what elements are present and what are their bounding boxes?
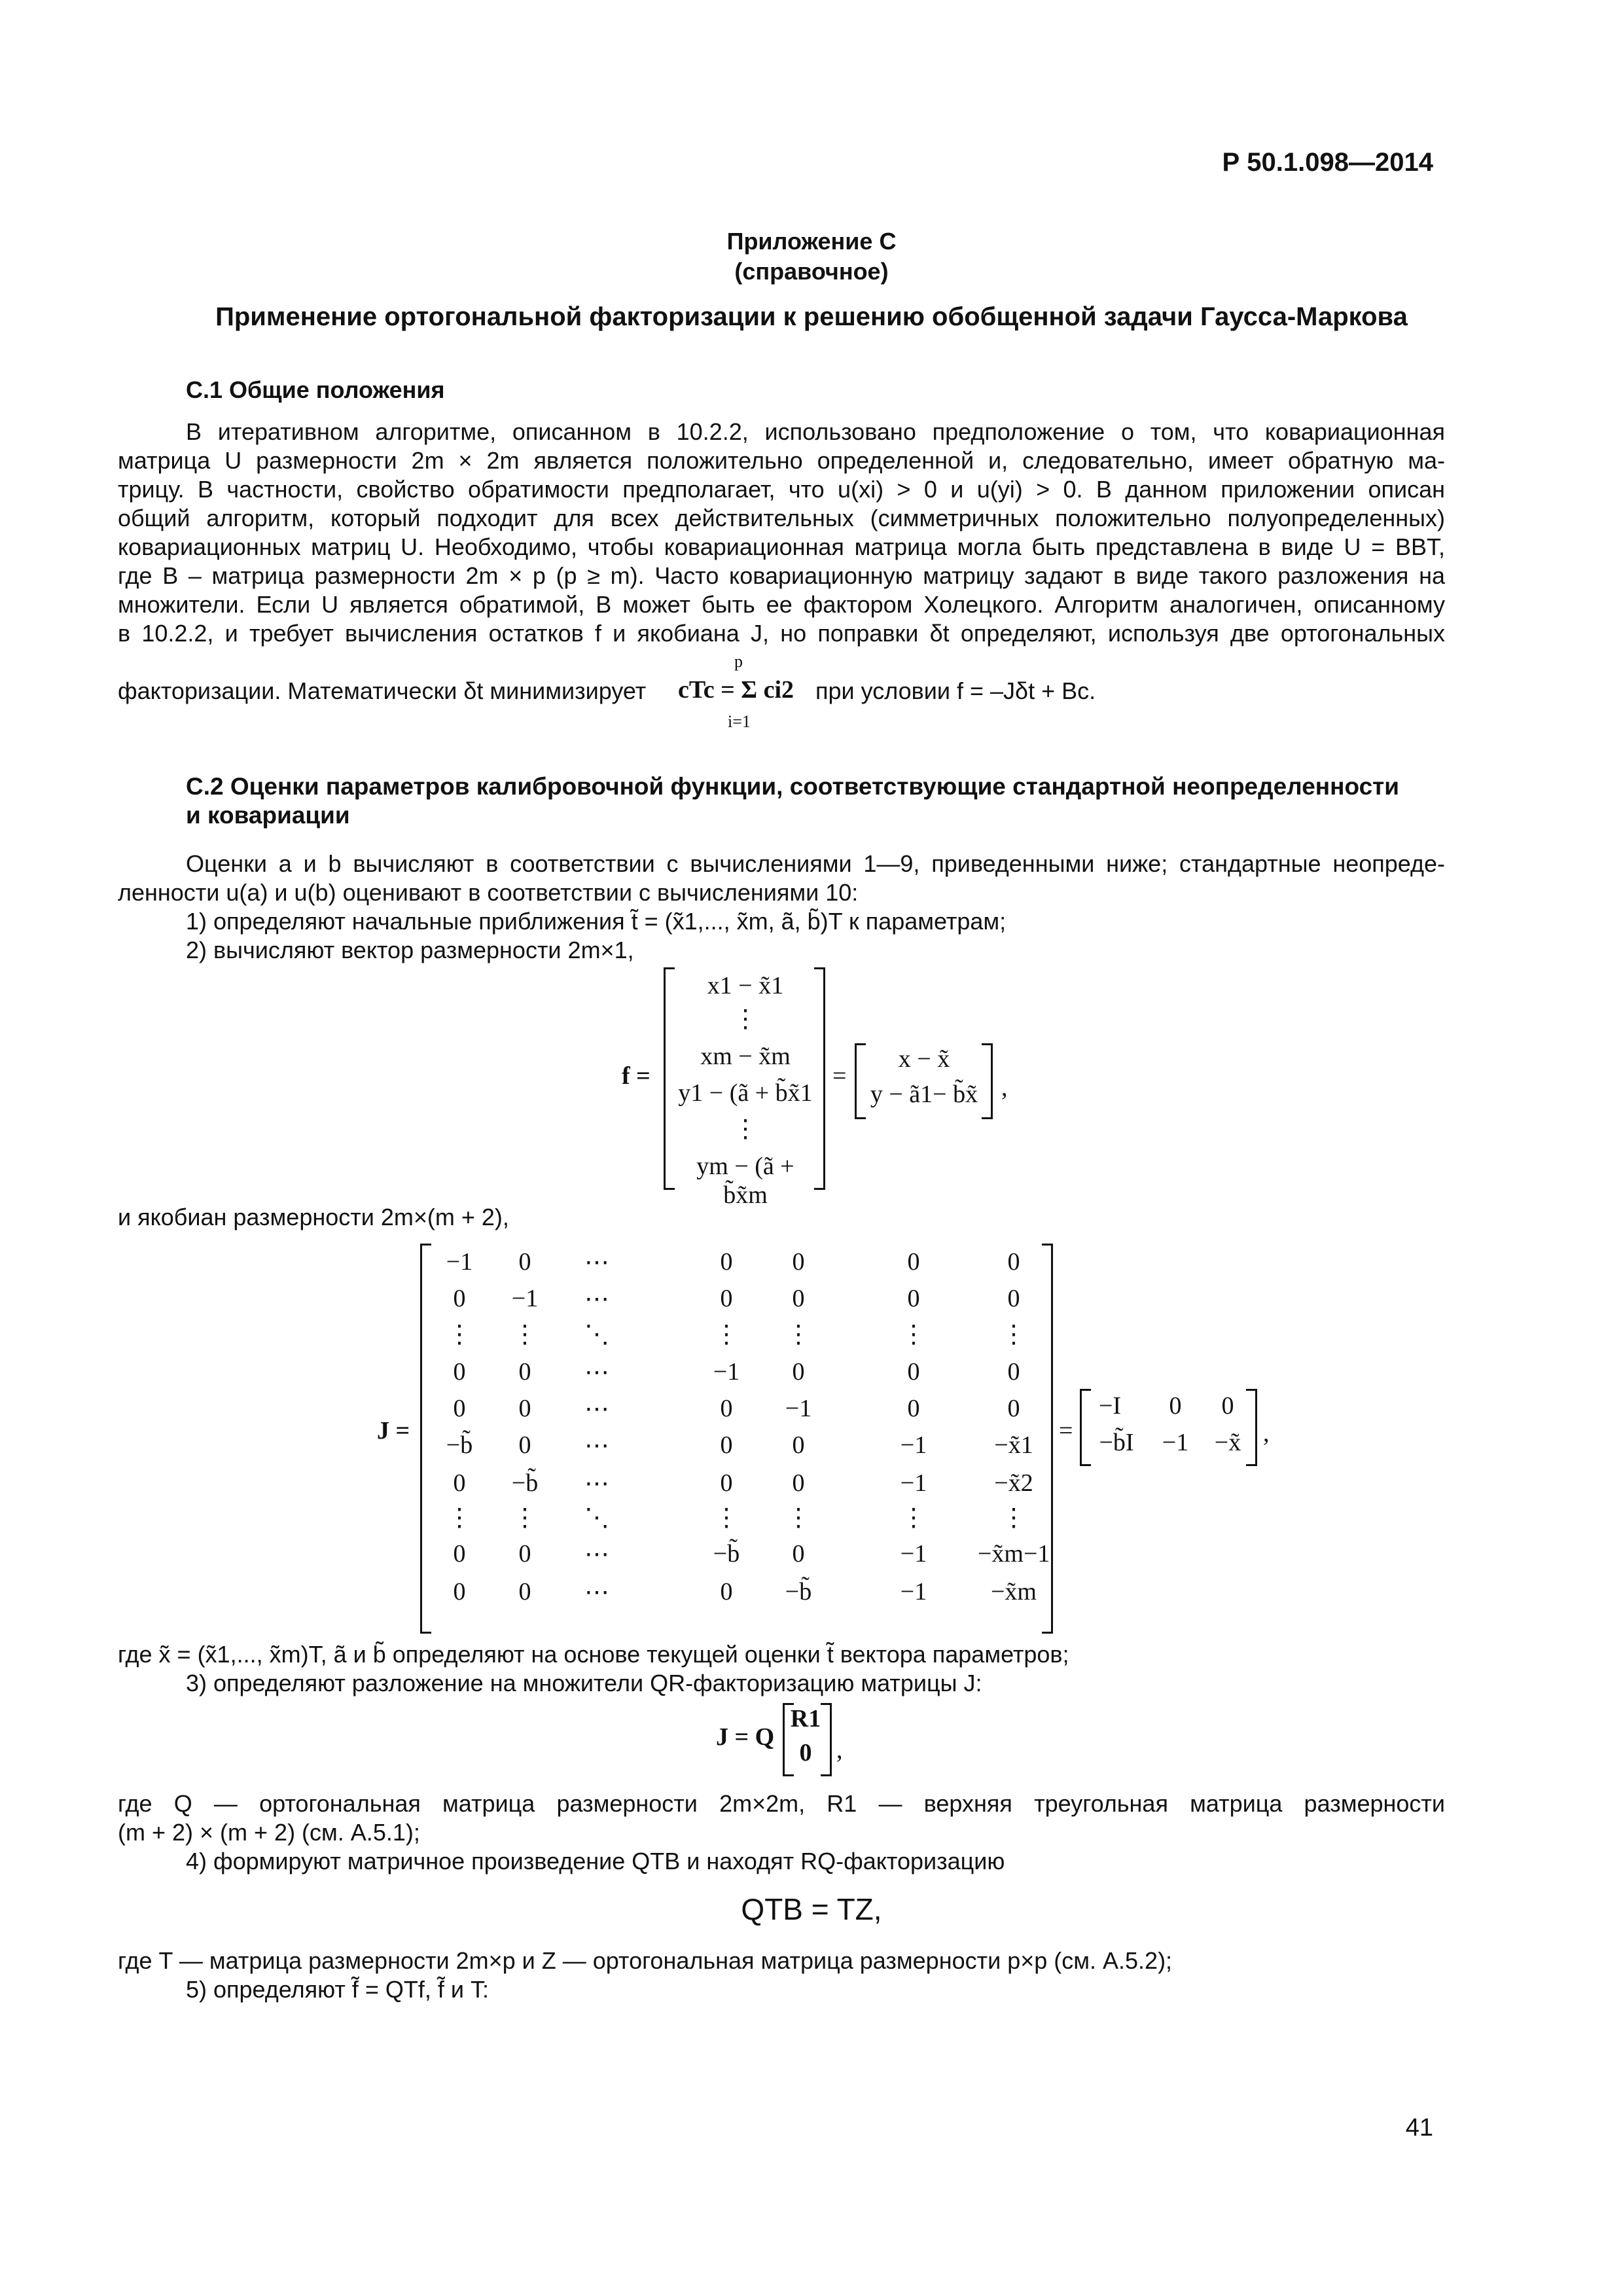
equals-sign: = xyxy=(1059,1417,1073,1444)
appendix-title: Приложение С xyxy=(726,228,897,255)
J-cell: ⋮ xyxy=(786,1504,811,1532)
J-cell: −1 xyxy=(900,1469,927,1497)
q-desc-1: где Q — ортогональная матрица размерности 2m×2m, R1 — верхняя треугольная матрица размерности xyxy=(118,1790,1445,1817)
J-cell: 0 xyxy=(453,1540,466,1568)
c1-line-3: трицу. В частности, свойство обратимости предполагает, что u(xi) > 0 и u(yi) > 0. В данном приложении описан xyxy=(118,476,1445,503)
f-short-row-1: x − x̃ xyxy=(898,1045,950,1073)
qr-top-cell: R1 xyxy=(790,1705,821,1732)
J-cell: 0 xyxy=(792,1540,805,1568)
J-cell: 0 xyxy=(453,1285,466,1312)
f-row-6: ym − (ã + b̃x̃m xyxy=(696,1153,794,1209)
J-cell: 0 xyxy=(792,1431,805,1459)
page-number: 41 xyxy=(1405,2114,1433,2142)
J-short-cell: −I xyxy=(1098,1392,1122,1420)
J-cell: 0 xyxy=(518,1431,531,1459)
rq-formula: QTB = TZ, xyxy=(741,1892,882,1926)
c1-line-4: общий алгоритм, который подходит для всех действительных (симметричных положительно полуопределенных) xyxy=(118,505,1445,531)
f-row-3: xm − x̃m xyxy=(700,1043,791,1070)
c1-line-2: матрица U размерности 2m × 2m является положительно определенной и, следовательно, имеет обратную ма- xyxy=(118,447,1445,474)
J-cell: ⋮ xyxy=(901,1321,926,1348)
f-label: f = xyxy=(622,1062,651,1090)
J-cell: ⋯ xyxy=(584,1395,609,1423)
sum-upper-limit: p xyxy=(734,652,743,671)
qr-tail: , xyxy=(836,1736,843,1764)
J-cell: 0 xyxy=(1007,1358,1020,1386)
step-1: 1) определяют начальные приближения t̃ = (x̃1,..., x̃m, ã, b̃)T к параметрам; xyxy=(186,908,1007,935)
J-short-cell: 0 xyxy=(1221,1392,1234,1420)
J-cell: 0 xyxy=(453,1358,466,1386)
J-cell: 0 xyxy=(518,1578,531,1605)
J-tail: , xyxy=(1263,1420,1270,1447)
J-cell: 0 xyxy=(720,1285,733,1312)
J-cell: ⋯ xyxy=(584,1285,609,1313)
f-row-5: ⋮ xyxy=(733,1115,758,1143)
J-cell: −b̃ xyxy=(785,1578,812,1605)
J-cell: ⋯ xyxy=(584,1432,609,1460)
J-cell: −1 xyxy=(900,1540,927,1568)
J-cell: −b̃ xyxy=(511,1469,539,1497)
section-c2-title: С.2 Оценки параметров калибровочной функции, соответствующие стандартной неопределенности xyxy=(186,773,1400,800)
J-cell: 0 xyxy=(792,1469,805,1497)
J-cell: ⋮ xyxy=(512,1321,537,1348)
J-cell: ⋯ xyxy=(584,1359,609,1386)
J-label: J = xyxy=(377,1417,410,1444)
section-c1-title: С.1 Общие положения xyxy=(186,376,445,403)
J-cell: 0 xyxy=(518,1358,531,1386)
step-3: 3) определяют разложение на множители QR-факторизацию матрицы J: xyxy=(186,1670,982,1696)
J-cell: ⋯ xyxy=(584,1249,609,1276)
J-cell: ⋮ xyxy=(786,1321,811,1348)
document-code: Р 50.1.098—2014 xyxy=(1222,148,1433,177)
J-cell: 0 xyxy=(720,1469,733,1497)
J-cell: 0 xyxy=(720,1578,733,1605)
J-cell: −b̃ xyxy=(446,1431,473,1459)
J-cell: 0 xyxy=(792,1358,805,1386)
appendix-heading: Применение ортогональной факторизации к решению обобщенной задачи Гаусса-Маркова xyxy=(215,302,1408,331)
c1-line-8: в 10.2.2, и требует вычисления остатков f и якобиана J, но поправки δt определяют, используя две ортогональных xyxy=(118,620,1445,647)
J-cell: −1 xyxy=(446,1248,473,1276)
jacobian-intro: и якобиан размерности 2m×(m + 2), xyxy=(118,1204,509,1230)
c1-last-line-suffix: при условии f = –Jδt + Bc. xyxy=(815,677,1096,704)
J-cell: ⋮ xyxy=(1001,1504,1026,1532)
J-cell: 0 xyxy=(518,1395,531,1422)
J-cell: ⋮ xyxy=(447,1504,472,1532)
equals-sign: = xyxy=(832,1062,847,1090)
J-cell: 0 xyxy=(453,1469,466,1497)
f-tail: , xyxy=(1001,1074,1008,1102)
f-row-4: y1 − (ã + b̃x̃1 xyxy=(678,1079,813,1107)
J-cell: −x̃m xyxy=(991,1578,1037,1605)
J-cell: ⋯ xyxy=(584,1579,609,1606)
J-short-cell: −1 xyxy=(1162,1429,1189,1456)
step-5: 5) определяют f̃ = QTf, f̃ и T: xyxy=(186,1976,489,2003)
step-4: 4) формируют матричное произведение QTB и находят RQ-факторизацию xyxy=(186,1848,1005,1874)
f-right-bracket xyxy=(814,967,825,1190)
J-cell: −b̃ xyxy=(713,1540,740,1568)
c1-last-line-prefix: факторизации. Математически δt минимизирует xyxy=(118,677,647,704)
J-cell: ⋮ xyxy=(714,1321,739,1348)
J-cell: 0 xyxy=(907,1395,920,1422)
f-short-left-bracket xyxy=(855,1043,866,1119)
J-cell: ⋯ xyxy=(584,1541,609,1568)
J-cell: 0 xyxy=(792,1285,805,1312)
J-cell: −x̃2 xyxy=(994,1469,1033,1497)
section-c2-title-cont: и ковариации xyxy=(186,802,350,829)
J-cell: 0 xyxy=(907,1358,920,1386)
J-cell: −x̃1 xyxy=(994,1431,1033,1459)
J-cell: ⋱ xyxy=(584,1504,609,1532)
c1-line-1: В итеративном алгоритме, описанном в 10.2.2, использовано предположение о том, что ковариационная xyxy=(186,418,1445,445)
f-left-bracket xyxy=(664,967,675,1190)
J-cell: 0 xyxy=(720,1395,733,1422)
J-cell: 0 xyxy=(518,1540,531,1568)
J-cell: −1 xyxy=(713,1358,740,1386)
J-cell: 0 xyxy=(792,1248,805,1276)
J-cell: 0 xyxy=(1007,1248,1020,1276)
J-cell: 0 xyxy=(453,1578,466,1605)
c1-line-5: ковариационных матриц U. Необходимо, чтобы ковариационная матрица могла быть представлена в виде U = BBT, xyxy=(118,533,1445,560)
J-cell: −1 xyxy=(900,1431,927,1459)
J-cell: 0 xyxy=(518,1248,531,1276)
c1-line-7: множители. Если U является обратимой, B может быть ее фактором Холецкого. Алгоритм аналогичен, описанному xyxy=(118,591,1445,618)
J-cell: 0 xyxy=(907,1248,920,1276)
f-short-right-bracket xyxy=(982,1043,993,1119)
J-short-cell: −x̃ xyxy=(1214,1429,1241,1456)
J-cell: 0 xyxy=(720,1248,733,1276)
J-cell: 0 xyxy=(907,1285,920,1312)
J-cell: ⋮ xyxy=(447,1321,472,1348)
J-cell: ⋯ xyxy=(584,1470,609,1498)
J-short-cell: −b̃I xyxy=(1099,1429,1134,1456)
J-cell: ⋮ xyxy=(714,1504,739,1532)
J-short-cell: 0 xyxy=(1169,1392,1182,1420)
appendix-subtitle: (справочное) xyxy=(734,258,889,285)
step-2: 2) вычисляют вектор размерности 2m×1, xyxy=(186,937,634,963)
q-desc-2: (m + 2) × (m + 2) (см. А.5.1); xyxy=(118,1819,420,1846)
f-row-2: ⋮ xyxy=(733,1005,758,1033)
J-cell: ⋮ xyxy=(512,1504,537,1532)
J-cell: ⋮ xyxy=(901,1504,926,1532)
f-row-1: x1 − x̃1 xyxy=(707,972,784,999)
J-cell: ⋱ xyxy=(584,1321,609,1348)
f-short-row-2: y − ã1− b̃x̃ xyxy=(870,1081,978,1108)
J-cell: ⋮ xyxy=(1001,1321,1026,1348)
J-cell: −1 xyxy=(900,1578,927,1605)
J-cell: 0 xyxy=(1007,1395,1020,1422)
c1-line-6: где B – матрица размерности 2m × p (p ≥ m). Часто ковариационную матрицу задают в виде такого разложения на xyxy=(118,562,1445,589)
c2-intro-1: Оценки a и b вычисляют в соответствии с вычислениями 1—9, приведенными ниже; стандартные неопреде- xyxy=(186,850,1445,877)
sum-lower-limit: i=1 xyxy=(728,712,751,731)
J-cell: −x̃m−1 xyxy=(978,1540,1050,1568)
c1-formula: cTc = Σ ci2 xyxy=(678,676,794,704)
J-cell: 0 xyxy=(720,1431,733,1459)
qr-lhs: J = Q xyxy=(716,1723,775,1751)
t-desc: где T — матрица размерности 2m×p и Z — ортогональная матрица размерности p×p (см. А.5.2); xyxy=(118,1947,1173,1974)
J-left-bracket xyxy=(420,1244,431,1634)
J-cell: −1 xyxy=(785,1395,812,1422)
J-cell: −1 xyxy=(511,1285,539,1312)
after-J-text: где x̃ = (x̃1,..., x̃m)T, ã и b̃ определяют на основе текущей оценки t̃ вектора параметров; xyxy=(118,1641,1069,1668)
J-cell: 0 xyxy=(453,1395,466,1422)
J-cell: 0 xyxy=(1007,1285,1020,1312)
c2-intro-2: ленности u(a) и u(b) оценивают в соответствии с вычислениями 10: xyxy=(118,879,859,906)
qr-right-bracket xyxy=(821,1703,832,1776)
qr-bottom-cell: 0 xyxy=(799,1739,812,1767)
